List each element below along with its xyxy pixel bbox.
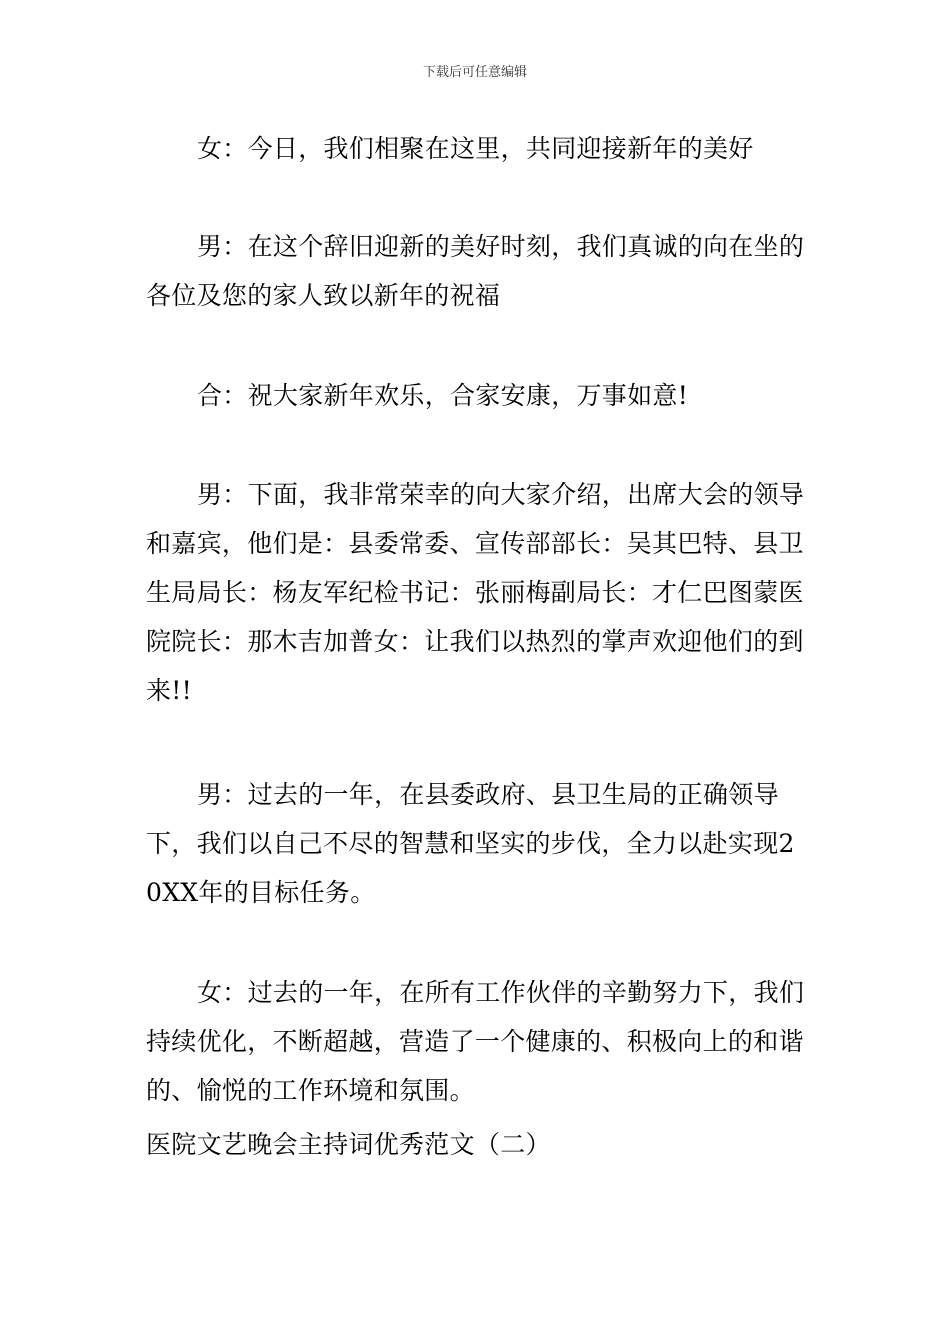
- paragraph-female-opening: 女：今日，我们相聚在这里，共同迎接新年的美好: [197, 134, 754, 163]
- paragraph-male-greeting: 男：在这个辞旧迎新的美好时刻，我们真诚的向在坐的各位及您的家人致以新年的祝福: [146, 232, 805, 310]
- paragraph-male-review: 男：过去的一年，在县委政府、县卫生局的正确领导下，我们以自己不尽的智慧和坚实的步伐，全力以赴实现20XX年的目标任务。: [146, 780, 795, 907]
- paragraph-together-wishes: 合：祝大家新年欢乐，合家安康，万事如意!: [197, 381, 689, 410]
- paragraph-female-review: 女：过去的一年，在所有工作伙伴的辛勤努力下，我们持续优化，不断超越，营造了一个健康的、积极向上的和谐的、愉悦的工作环境和氛围。: [146, 978, 805, 1105]
- section-title: 医院文艺晚会主持词优秀范文（二）: [146, 1130, 551, 1159]
- paragraph-male-introduction: 男：下面，我非常荣幸的向大家介绍，出席大会的领导和嘉宾，他们是：县委常委、宣传部部长：吴其巴特、县卫生局局长：杨友军纪检书记：张丽梅副局长：才仁巴图蒙医院院长：那木吉加普女：让我们以热烈的掌声欢迎他们的到来!!: [146, 480, 805, 705]
- header-note: 下载后可任意编辑: [422, 65, 527, 80]
